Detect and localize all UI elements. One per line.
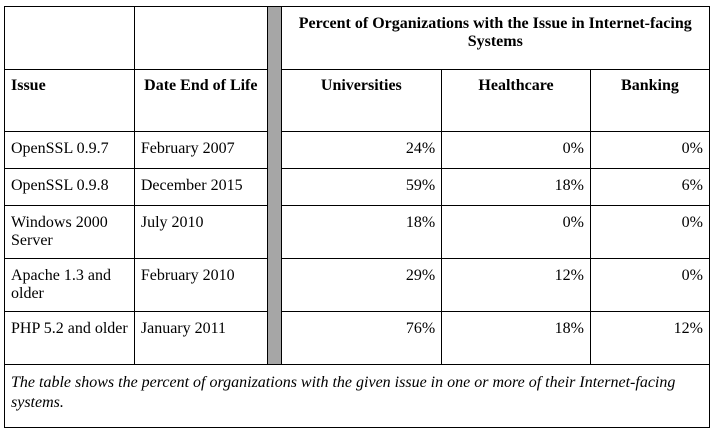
issue-cell: PHP 5.2 and older xyxy=(5,312,135,365)
date-cell: January 2011 xyxy=(134,312,267,365)
universities-cell: 29% xyxy=(281,259,442,312)
group-header-title: Percent of Organizations with the Issue in Internet-facing Systems xyxy=(281,7,709,70)
healthcare-cell: 18% xyxy=(442,312,591,365)
healthcare-cell: 18% xyxy=(442,169,591,206)
healthcare-cell: 0% xyxy=(442,132,591,169)
table-row xyxy=(5,206,710,259)
banking-cell: 0% xyxy=(590,132,709,169)
healthcare-cell: 0% xyxy=(442,206,591,259)
column-header-row xyxy=(5,70,710,132)
caption-row xyxy=(5,365,710,428)
banking-cell: 0% xyxy=(590,259,709,312)
issue-cell: Apache 1.3 and older xyxy=(5,259,135,312)
empty-header-cell xyxy=(134,7,267,70)
universities-cell: 76% xyxy=(281,312,442,365)
table-row xyxy=(5,132,710,169)
healthcare-cell: 12% xyxy=(442,259,591,312)
banking-cell: 0% xyxy=(590,206,709,259)
banking-cell: 6% xyxy=(590,169,709,206)
column-header-date-end-of-life: Date End of Life xyxy=(134,70,267,132)
date-cell: February 2007 xyxy=(134,132,267,169)
table-row xyxy=(5,312,710,365)
universities-cell: 24% xyxy=(281,132,442,169)
table-row xyxy=(5,259,710,312)
issue-cell: OpenSSL 0.9.8 xyxy=(5,169,135,206)
gray-divider xyxy=(267,7,281,365)
column-header-issue: Issue xyxy=(5,70,135,132)
empty-header-cell xyxy=(5,7,135,70)
universities-cell: 18% xyxy=(281,206,442,259)
universities-cell: 59% xyxy=(281,169,442,206)
column-header-universities: Universities xyxy=(281,70,442,132)
date-cell: December 2015 xyxy=(134,169,267,206)
table-row xyxy=(5,169,710,206)
issue-cell: Windows 2000 Server xyxy=(5,206,135,259)
banking-cell: 12% xyxy=(590,312,709,365)
date-cell: July 2010 xyxy=(134,206,267,259)
column-header-banking: Banking xyxy=(590,70,709,132)
column-header-healthcare: Healthcare xyxy=(442,70,591,132)
table-caption: The table shows the percent of organizations with the given issue in one or more of their Internet-facing systems. xyxy=(5,365,710,428)
eol-issues-table xyxy=(4,6,710,428)
date-cell: February 2010 xyxy=(134,259,267,312)
issue-cell: OpenSSL 0.9.7 xyxy=(5,132,135,169)
group-header-row xyxy=(5,7,710,70)
